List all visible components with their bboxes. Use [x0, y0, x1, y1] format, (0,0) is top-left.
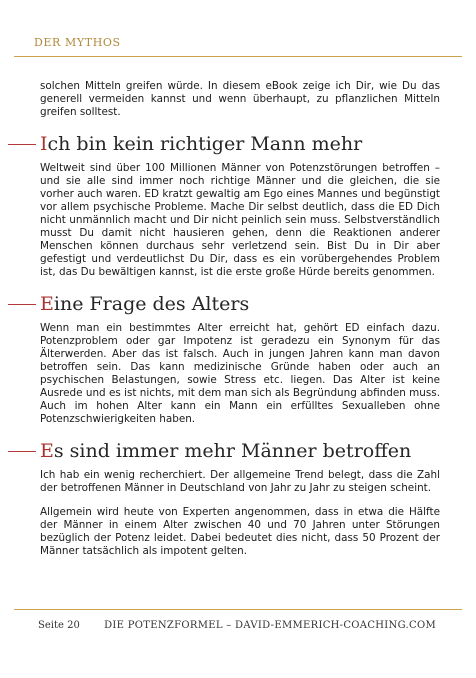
section-2-paragraph: Wenn man ein bestimmtes Alter erreicht hat, gehört ED einfach dazu. Potenzproblem oder gar Impotenz ist geradezu ein Synonym für das Älterwerden. Aber das ist falsch. Auch in jungen Jahren kann man davon betroffen sein. Das kann medizinische Gründe haben oder auch an psychischen Belastungen, sowie Stress etc. liegen. Das Alter ist keine Ausrede und es ist nichts, mit dem man sich als Begründung abfinden muss. Auch im hohen Alter kann ein Mann ein erfülltes Sexualleben ohne Potenzschwierigkeiten haben. [40, 322, 440, 425]
heading-initial: I [40, 133, 48, 155]
heading-dash [8, 304, 36, 305]
section-3-paragraph-2: Allgemein wird heute von Experten angenommen, dass in etwa die Hälfte der Männer in einem Alter zwischen 40 und 70 Jahren unter Störungen bezüglich der Potenz leidet. Dabei bedeutet dies nicht, dass 50 Prozent der Männer tatsächlich als impotent gelten. [40, 506, 440, 557]
intro-paragraph: solchen Mitteln greifen würde. In diesem eBook zeige ich Dir, wie Du das generell vermeiden kannst und wenn überhaupt, zu pflanzlichen Mitteln greifen solltest. [40, 80, 440, 118]
section-1-paragraph: Weltweit sind über 100 Millionen Männer von Potenzstörungen betroffen – und sie alle sind immer noch richtige Männer und die gleichen, die sie vorher auch waren. ED kratzt gewaltig am Ego eines Mannes und begünstigt vor allem psychische Probleme. Mache Dir selbst deutlich, dass die ED Dich nicht unmännlich macht und Dir nicht peinlich sein muss. Selbstverständlich musst Du damit nicht hausieren gehen, denn die Reaktionen anderer Menschen können durchaus sehr verletzend sein. Bist Du in Dir aber gefestigt und verdeutlichst Du Dir, dass es ein vorübergehendes Problem ist, das Du bewältigen kannst, ist die erste große Hürde bereits genommen. [40, 162, 440, 278]
section-heading-2 [40, 293, 440, 315]
heading-text: ine Frage des Alters [53, 293, 250, 315]
section-3-paragraph-1: Ich hab ein wenig recherchiert. Der allgemeine Trend belegt, dass die Zahl der betroffenen Männer in Deutschland von Jahr zu Jahr zu steigen scheint. [40, 469, 440, 494]
section-heading-3 [40, 440, 440, 462]
heading-dash [8, 144, 36, 145]
heading-initial: E [40, 293, 54, 315]
section-heading-1 [40, 133, 440, 155]
page-number: Seite 20 [38, 620, 80, 631]
heading-initial: E [40, 440, 54, 462]
heading-text: ch bin kein richtiger Mann mehr [47, 133, 363, 155]
publication-footer: DIE POTENZFORMEL – DAVID-EMMERICH-COACHING.COM [104, 620, 436, 631]
heading-text: s sind immer mehr Männer betroffen [53, 440, 412, 462]
page-content [40, 80, 440, 558]
heading-dash [8, 451, 36, 452]
header-divider [14, 56, 462, 57]
running-header: DER MYTHOS [34, 36, 121, 49]
footer-divider [14, 609, 462, 610]
